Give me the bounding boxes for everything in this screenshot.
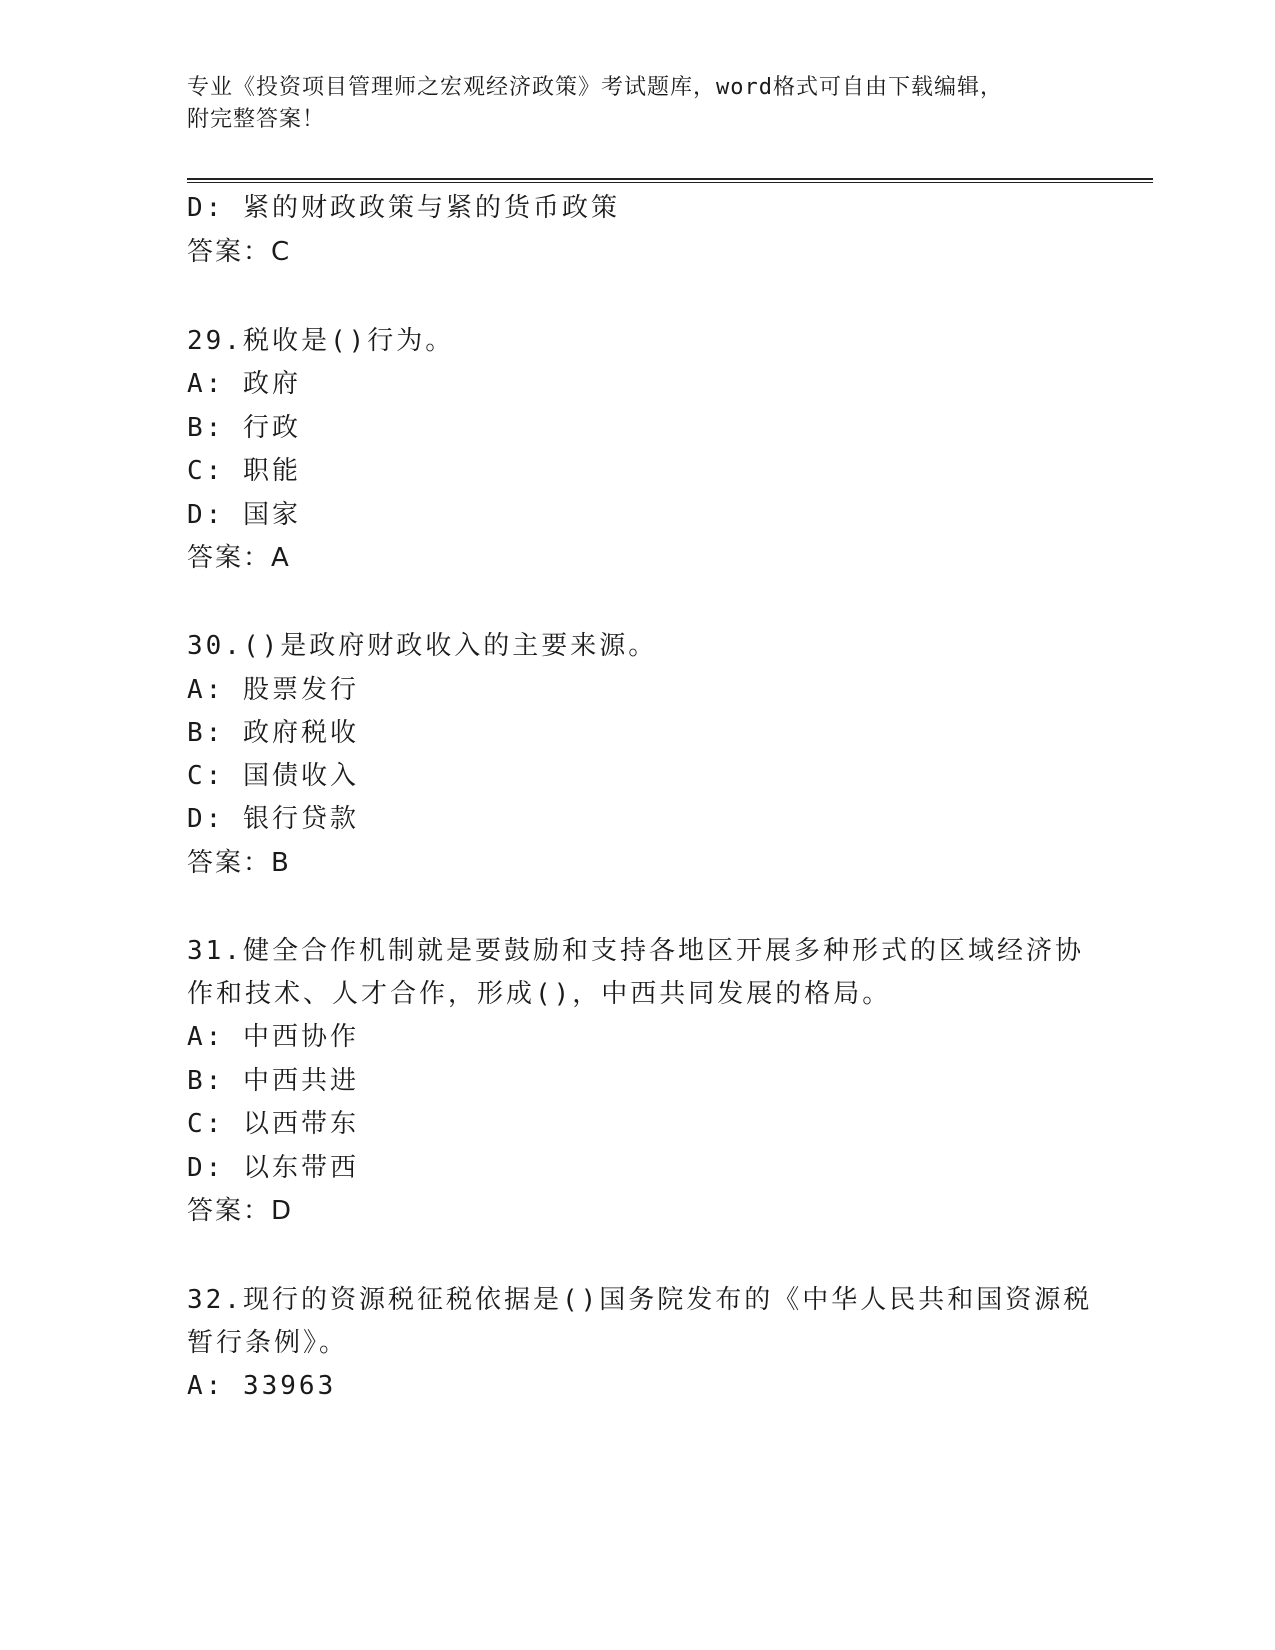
- question-31-option-a: A: 中西协作: [187, 1022, 359, 1052]
- question-31-option-c: C: 以西带东: [187, 1109, 359, 1139]
- question-30-option-a: A: 股票发行: [187, 675, 359, 705]
- question-32-stem-line-2: 暂行条例》。: [187, 1328, 349, 1358]
- question-29-option-c: C: 职能: [187, 456, 301, 486]
- question-30-stem: 30.()是政府财政收入的主要来源。: [187, 631, 658, 661]
- question-31-stem-line-1: 31.健全合作机制就是要鼓励和支持各地区开展多种形式的区域经济协: [187, 936, 1084, 966]
- question-29-answer: 答案：A: [187, 543, 291, 573]
- document-header: [187, 72, 1087, 136]
- question-29-option-d: D: 国家: [187, 500, 301, 530]
- answer-line: 答案：C: [187, 237, 292, 267]
- question-31-stem-line-2: 作和技术、人才合作，形成()，中西共同发展的格局。: [187, 979, 892, 1009]
- question-29-option-a: A: 政府: [187, 369, 301, 399]
- question-32-stem-line-1: 32.现行的资源税征税依据是()国务院发布的《中华人民共和国资源税: [187, 1285, 1093, 1315]
- question-30-answer: 答案：B: [187, 848, 291, 878]
- header-divider: [187, 178, 1153, 183]
- question-30-option-b: B: 政府税收: [187, 718, 359, 748]
- question-31-option-b: B: 中西共进: [187, 1066, 359, 1096]
- question-30-option-c: C: 国债收入: [187, 761, 359, 791]
- question-29-stem: 29.税收是()行为。: [187, 326, 455, 356]
- option-d: D: 紧的财政政策与紧的货币政策: [187, 193, 620, 223]
- question-29-option-b: B: 行政: [187, 413, 301, 443]
- question-31-option-d: D: 以东带西: [187, 1153, 359, 1183]
- question-32-option-a: A: 33963: [187, 1371, 337, 1401]
- question-30-option-d: D: 银行贷款: [187, 804, 359, 834]
- header-line-2: 附完整答案！: [187, 107, 326, 132]
- question-31-answer: 答案：D: [187, 1196, 294, 1226]
- header-line-1: 专业《投资项目管理师之宏观经济政策》考试题库，word格式可自由下载编辑，: [187, 75, 1003, 100]
